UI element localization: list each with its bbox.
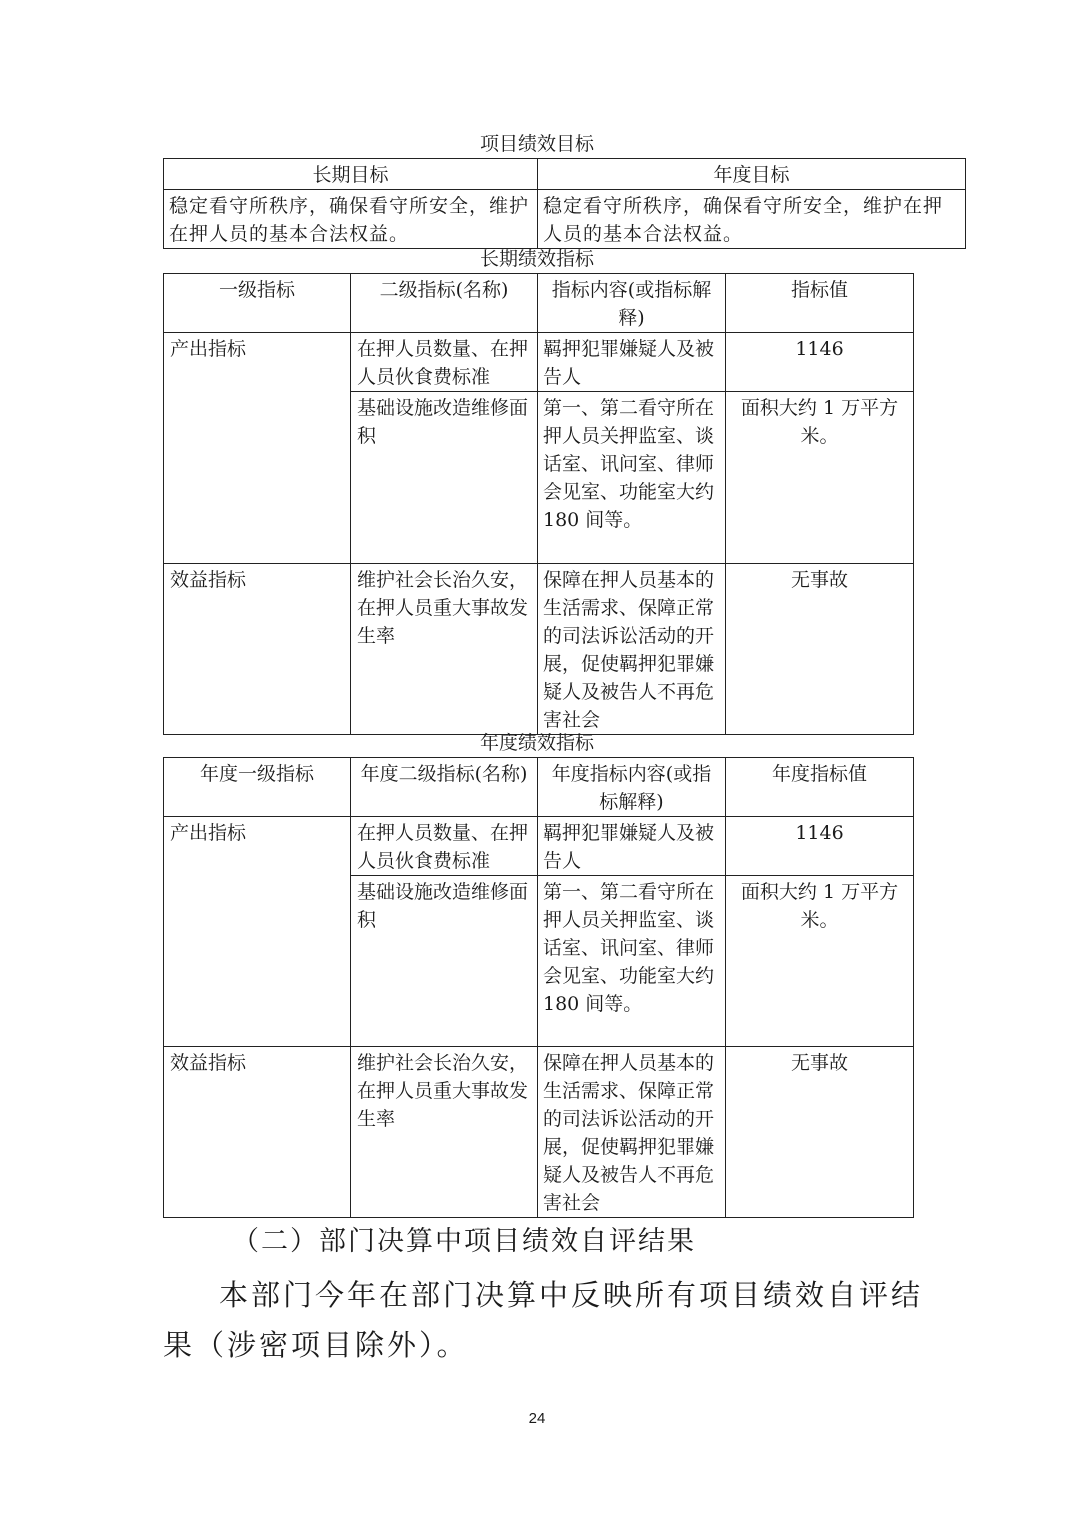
level2-cell: 维护社会长治久安，在押人员重大事故发生率 bbox=[351, 564, 538, 735]
table-row bbox=[164, 564, 914, 735]
level1-cell: 效益指标 bbox=[164, 564, 351, 735]
header-level1: 一级指标 bbox=[164, 274, 351, 333]
long-term-indicators-table bbox=[163, 273, 914, 735]
level2-cell: 基础设施改造维修面积 bbox=[351, 876, 538, 1047]
level2-cell: 维护社会长治久安，在押人员重大事故发生率 bbox=[351, 1047, 538, 1218]
header-annual-goal: 年度目标 bbox=[538, 159, 966, 190]
table-row bbox=[164, 817, 914, 876]
content-cell: 第一、第二看守所在押人员关押监室、谈话室、讯问室、律师会见室、功能室大约 180 间等。 bbox=[538, 392, 726, 564]
table-header-row bbox=[164, 758, 914, 817]
header-level1: 年度一级指标 bbox=[164, 758, 351, 817]
long-term-caption: 长期绩效指标 bbox=[479, 248, 594, 270]
level1-cell: 产出指标 bbox=[164, 333, 351, 564]
content-cell: 保障在押人员基本的生活需求、保障正常的司法诉讼活动的开展，促使羁押犯罪嫌疑人及被告人不再危害社会 bbox=[538, 564, 726, 735]
goals-header-row bbox=[164, 159, 966, 190]
value-cell: 无事故 bbox=[726, 564, 914, 735]
page-number: 24 bbox=[528, 1410, 546, 1427]
annual-indicators-table bbox=[163, 757, 914, 1218]
goals-caption: 项目绩效目标 bbox=[479, 133, 594, 155]
header-long-term-goal: 长期目标 bbox=[164, 159, 538, 190]
long-term-goal-text: 稳定看守所秩序，确保看守所安全，维护在押人员的基本合法权益。 bbox=[164, 190, 538, 249]
value-cell: 1146 bbox=[726, 817, 914, 876]
table-row bbox=[164, 333, 914, 392]
annual-caption: 年度绩效指标 bbox=[479, 732, 594, 754]
level2-cell: 基础设施改造维修面积 bbox=[351, 392, 538, 564]
header-level2: 二级指标(名称) bbox=[351, 274, 538, 333]
header-content: 年度指标内容(或指标解释) bbox=[538, 758, 726, 817]
value-cell: 面积大约 1 万平方米。 bbox=[726, 876, 914, 1047]
table-row bbox=[164, 1047, 914, 1218]
level1-cell: 产出指标 bbox=[164, 817, 351, 1047]
value-cell: 1146 bbox=[726, 333, 914, 392]
body-paragraph: 本部门今年在部门决算中反映所有项目绩效自评结果（涉密项目除外）。 bbox=[163, 1278, 924, 1362]
table-header-row bbox=[164, 274, 914, 333]
content-cell: 保障在押人员基本的生活需求、保障正常的司法诉讼活动的开展，促使羁押犯罪嫌疑人及被告人不再危害社会 bbox=[538, 1047, 726, 1218]
header-value: 指标值 bbox=[726, 274, 914, 333]
header-level2: 年度二级指标(名称) bbox=[351, 758, 538, 817]
content-cell: 羁押犯罪嫌疑人及被告人 bbox=[538, 333, 726, 392]
content-cell: 第一、第二看守所在押人员关押监室、谈话室、讯问室、律师会见室、功能室大约 180 间等。 bbox=[538, 876, 726, 1047]
header-content: 指标内容(或指标解释) bbox=[538, 274, 726, 333]
goals-table bbox=[163, 158, 966, 249]
value-cell: 面积大约 1 万平方米。 bbox=[726, 392, 914, 564]
level2-cell: 在押人员数量、在押人员伙食费标准 bbox=[351, 333, 538, 392]
content-cell: 羁押犯罪嫌疑人及被告人 bbox=[538, 817, 726, 876]
annual-goal-text: 稳定看守所秩序，确保看守所安全，维护在押人员的基本合法权益。 bbox=[538, 190, 966, 249]
value-cell: 无事故 bbox=[726, 1047, 914, 1218]
level1-cell: 效益指标 bbox=[164, 1047, 351, 1218]
header-value: 年度指标值 bbox=[726, 758, 914, 817]
section-heading: （二）部门决算中项目绩效自评结果 bbox=[232, 1226, 696, 1257]
goals-row bbox=[164, 190, 966, 249]
level2-cell: 在押人员数量、在押人员伙食费标准 bbox=[351, 817, 538, 876]
